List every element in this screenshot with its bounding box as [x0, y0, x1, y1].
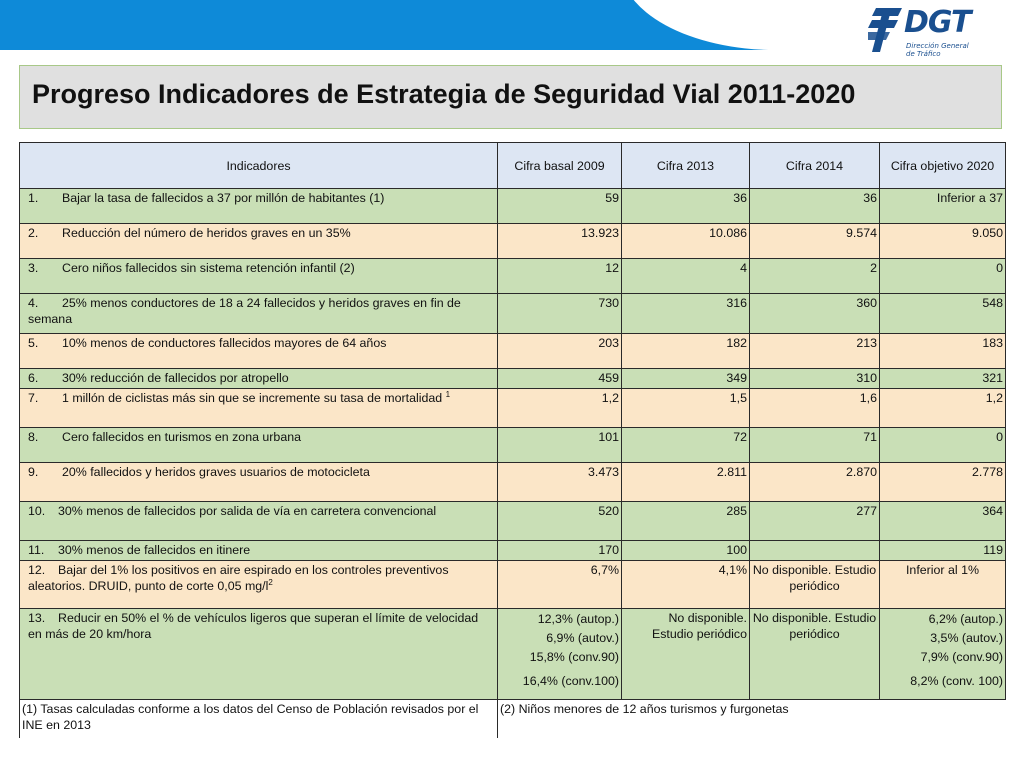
objetivo-cell: 119	[880, 541, 1006, 561]
objetivo-cell: 0	[880, 428, 1006, 463]
basal-cell: 730	[498, 294, 622, 334]
c2014-cell: No disponible. Estudio periódico	[750, 561, 880, 609]
c2014-cell: 213	[750, 334, 880, 369]
c2014-cell: 310	[750, 369, 880, 389]
c2014-cell: 2.870	[750, 463, 880, 502]
objetivo-cell: 183	[880, 334, 1006, 369]
basal-cell: 459	[498, 369, 622, 389]
header-basal: Cifra basal 2009	[498, 143, 622, 189]
logo-subtitle: Dirección General de Tráfico	[906, 42, 969, 58]
c2013-cell: 1,5	[622, 389, 750, 428]
table-header-row	[20, 143, 1006, 189]
c2013-cell: 4,1%	[622, 561, 750, 609]
table-row	[20, 369, 1006, 389]
basal-cell: 12	[498, 259, 622, 294]
c2013-cell: 36	[622, 189, 750, 224]
dgt-logo-icon	[868, 8, 904, 52]
title-box	[19, 65, 1002, 129]
basal-cell: 3.473	[498, 463, 622, 502]
indicator-cell: 8. Cero fallecidos en turismos en zona urbana	[20, 428, 498, 463]
footnote-row	[20, 700, 1006, 738]
c2013-cell: 72	[622, 428, 750, 463]
indicators-table	[19, 142, 1006, 738]
c2013-cell: No disponible. Estudio periódico	[622, 609, 750, 700]
table-row	[20, 502, 1006, 541]
indicator-cell: 11. 30% menos de fallecidos en itinere	[20, 541, 498, 561]
indicator-cell: 9. 20% fallecidos y heridos graves usuarios de motocicleta	[20, 463, 498, 502]
c2013-cell: 10.086	[622, 224, 750, 259]
basal-cell: 12,3% (autop.) 6,9% (autov.) 15,8% (conv.90) 16,4% (conv.100)	[498, 609, 622, 700]
c2014-cell: 36	[750, 189, 880, 224]
objetivo-cell: 6,2% (autop.) 3,5% (autov.) 7,9% (conv.90) 8,2% (conv. 100)	[880, 609, 1006, 700]
c2013-cell: 285	[622, 502, 750, 541]
basal-cell: 101	[498, 428, 622, 463]
indicator-cell: 6. 30% reducción de fallecidos por atropello	[20, 369, 498, 389]
indicator-cell: 2. Reducción del número de heridos graves en un 35%	[20, 224, 498, 259]
page-title: Progreso Indicadores de Estrategia de Seguridad Vial 2011-2020	[32, 79, 856, 109]
c2014-cell: 360	[750, 294, 880, 334]
indicator-cell: 5. 10% menos de conductores fallecidos mayores de 64 años	[20, 334, 498, 369]
table-row	[20, 389, 1006, 428]
table-row	[20, 334, 1006, 369]
objetivo-cell: 1,2	[880, 389, 1006, 428]
objetivo-cell: Inferior a 37	[880, 189, 1006, 224]
indicator-cell: 1. Bajar la tasa de fallecidos a 37 por millón de habitantes (1)	[20, 189, 498, 224]
logo-text: DGT	[904, 5, 971, 40]
objetivo-cell: 9.050	[880, 224, 1006, 259]
basal-cell: 1,2	[498, 389, 622, 428]
table-row	[20, 224, 1006, 259]
c2014-cell: 2	[750, 259, 880, 294]
basal-cell: 170	[498, 541, 622, 561]
objetivo-cell: 548	[880, 294, 1006, 334]
c2013-cell: 316	[622, 294, 750, 334]
table-row	[20, 561, 1006, 609]
basal-cell: 13.923	[498, 224, 622, 259]
basal-cell: 59	[498, 189, 622, 224]
table-row	[20, 259, 1006, 294]
dgt-logo	[868, 6, 1018, 64]
indicator-cell: 12. Bajar del 1% los positivos en aire espirado en los controles preventivos aleatorios. DRUID, punto de corte 0,05 $mg/l^2$	[20, 561, 498, 609]
c2014-cell: 71	[750, 428, 880, 463]
objetivo-cell: 364	[880, 502, 1006, 541]
basal-cell: 520	[498, 502, 622, 541]
c2014-cell	[750, 541, 880, 561]
footnote-2: (2) Niños menores de 12 años turismos y furgonetas	[498, 700, 1006, 738]
table-row	[20, 463, 1006, 502]
indicator-cell: 13. Reducir en 50% el % de vehículos ligeros que superan el límite de velocidad en más de 20 km/hora	[20, 609, 498, 700]
basal-cell: 203	[498, 334, 622, 369]
basal-cell: 6,7%	[498, 561, 622, 609]
objetivo-cell: 2.778	[880, 463, 1006, 502]
c2014-cell: No disponible. Estudio periódico	[750, 609, 880, 700]
c2014-cell: 277	[750, 502, 880, 541]
c2013-cell: 182	[622, 334, 750, 369]
indicator-cell: 3. Cero niños fallecidos sin sistema retención infantil (2)	[20, 259, 498, 294]
header-2013: Cifra 2013	[622, 143, 750, 189]
c2013-cell: 2.811	[622, 463, 750, 502]
header-objetivo: Cifra objetivo 2020	[880, 143, 1006, 189]
table-row	[20, 428, 1006, 463]
table-row	[20, 189, 1006, 224]
indicator-cell: 10. 30% menos de fallecidos por salida de vía en carretera convencional	[20, 502, 498, 541]
indicator-cell: 7. 1 millón de ciclistas más sin que se incremente su tasa de mortalidad $^1$	[20, 389, 498, 428]
table-row	[20, 609, 1006, 700]
table-row	[20, 294, 1006, 334]
footnote-1: (1) Tasas calculadas conforme a los datos del Censo de Población revisados por el INE en 2013	[20, 700, 498, 738]
c2013-cell: 4	[622, 259, 750, 294]
indicator-cell: 4. 25% menos conductores de 18 a 24 fallecidos y heridos graves en fin de semana	[20, 294, 498, 334]
c2014-cell: 1,6	[750, 389, 880, 428]
c2013-cell: 349	[622, 369, 750, 389]
objetivo-cell: 321	[880, 369, 1006, 389]
objetivo-cell: Inferior al 1%	[880, 561, 1006, 609]
header-indicadores: Indicadores	[20, 143, 498, 189]
header-2014: Cifra 2014	[750, 143, 880, 189]
table-row	[20, 541, 1006, 561]
c2014-cell: 9.574	[750, 224, 880, 259]
c2013-cell: 100	[622, 541, 750, 561]
objetivo-cell: 0	[880, 259, 1006, 294]
